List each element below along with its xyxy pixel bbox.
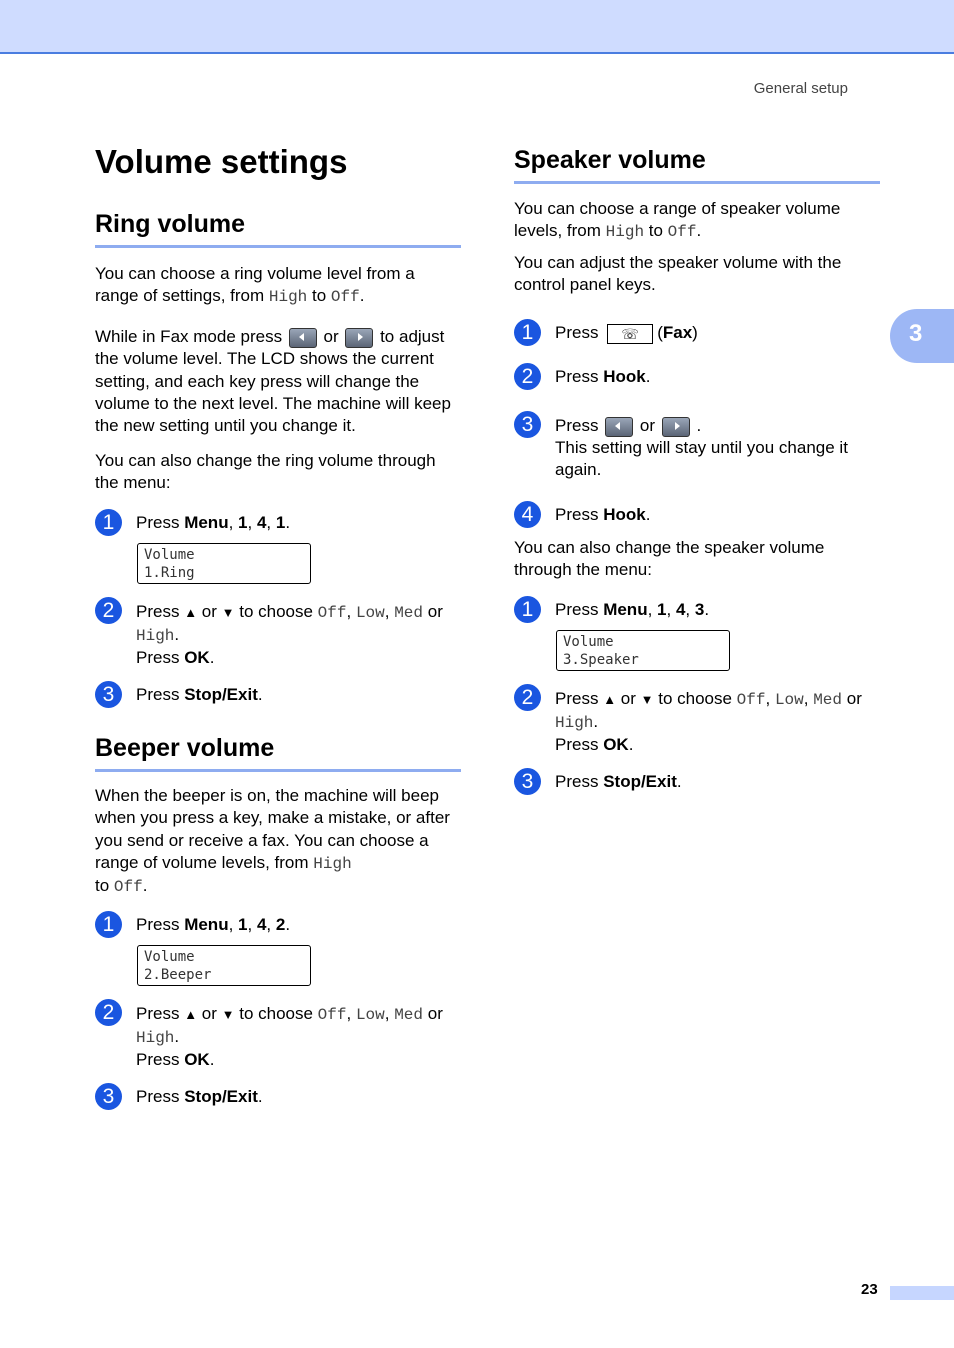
step-text: Press Hook.: [555, 367, 651, 386]
speaker-intro-line1: You can choose a range of speaker volume: [514, 199, 841, 218]
footer-bar: [890, 1286, 954, 1300]
step-number: 1: [514, 596, 541, 623]
step-text: Press or . This setting will stay until you change it again.: [555, 416, 848, 479]
down-arrow-icon: ▼: [221, 605, 235, 620]
step-text: Press ▲ or ▼ to choose Off, Low, Med or High. Press OK.: [136, 602, 443, 667]
step-number: 3: [95, 681, 122, 708]
value-high: High: [268, 288, 308, 307]
step-text: Press Menu, 1, 4, 2.: [136, 915, 291, 934]
step-number: 4: [514, 501, 541, 528]
step-text: Press Menu, 1, 4, 1.: [136, 513, 291, 532]
value-high: High: [605, 223, 645, 242]
step-number: 2: [514, 363, 541, 390]
chapter-number: 3: [909, 320, 923, 347]
value-off: Off: [330, 288, 360, 307]
lcd-line-2: 2.Beeper: [144, 967, 212, 983]
ring-para-rest: the volume level. The LCD shows the current setting, and each key press will change the volume to the next level. The machine will keep the new setting until you change it.: [95, 349, 451, 436]
beeper-intro: When the beeper is on, the machine will beep when you press a key, make a mistake, or after you send or receive a fax. You can choose a range of volume levels, from High to Off.: [95, 786, 450, 897]
step-number: 3: [95, 1083, 122, 1110]
ring-intro-line1: You can choose a ring volume level from a: [95, 264, 415, 283]
step-text: Press ▲ or ▼ to choose Off, Low, Med or High. Press OK.: [555, 689, 862, 754]
text-to: to: [95, 876, 114, 896]
lcd-line-2: 1.Ring: [144, 565, 195, 581]
ring-intro: You can choose a ring volume level from a range of settings, from High to Off.: [95, 264, 415, 307]
beeper-intro-text: When the beeper is on, the machine will beep when you press a key, make a mistake, or after you send or receive a fax. You can choose a range of volume levels, from: [95, 786, 450, 872]
volume-up-key-icon: [345, 328, 373, 348]
lcd-display-ring: [137, 543, 311, 584]
up-arrow-icon: ▲: [603, 692, 617, 707]
volume-up-key-icon: [662, 417, 690, 437]
section-heading-speaker: Speaker volume: [514, 146, 880, 184]
step-number: 1: [514, 319, 541, 346]
step-text: Press Stop/Exit.: [136, 1087, 263, 1106]
text-to: to: [307, 286, 331, 306]
ring-para-start: While in Fax mode press: [95, 327, 287, 346]
lcd-display-beeper: [137, 945, 311, 986]
step-number: 1: [95, 509, 122, 536]
value-off: Off: [667, 223, 697, 242]
step-text: Press Stop/Exit.: [555, 772, 682, 791]
lcd-display-speaker: [556, 630, 730, 671]
ring-menu-para: You can also change the ring volume through the menu:: [95, 451, 436, 493]
step-text: Press Stop/Exit.: [136, 685, 263, 704]
speaker-intro-line2: levels, from: [514, 221, 606, 241]
value-high: High: [313, 854, 352, 873]
step-text: Press Menu, 1, 4, 3.: [555, 600, 710, 619]
chapter-tab: [890, 309, 954, 363]
value-off: Off: [113, 878, 143, 897]
text-or: or: [318, 327, 344, 346]
step-number: 2: [514, 684, 541, 711]
ring-intro-line2: range of settings, from: [95, 286, 269, 306]
up-arrow-icon: ▲: [184, 1007, 198, 1022]
step-number: 3: [514, 768, 541, 795]
running-title: General setup: [753, 80, 848, 97]
fax-key-icon: ☏: [607, 324, 653, 344]
ring-para-adjust: to adjust: [375, 327, 445, 346]
down-arrow-icon: ▼: [640, 692, 654, 707]
down-arrow-icon: ▼: [221, 1007, 235, 1022]
step-number: 1: [95, 911, 122, 938]
step-number: 3: [514, 411, 541, 438]
up-arrow-icon: ▲: [184, 605, 198, 620]
lcd-line-1: Volume: [144, 949, 195, 965]
section-heading-ring: Ring volume: [95, 210, 461, 248]
step-text: Press ☏ (Fax): [555, 323, 698, 342]
speaker-intro: You can choose a range of speaker volume levels, from High to Off.: [514, 199, 841, 242]
speaker-adjust-para: You can adjust the speaker volume with the control panel keys.: [514, 253, 842, 295]
step-number: 2: [95, 999, 122, 1026]
step-number: 2: [95, 597, 122, 624]
step-note: This setting will stay until you change it again.: [555, 438, 848, 479]
lcd-line-1: Volume: [563, 634, 614, 650]
step-text: Press ▲ or ▼ to choose Off, Low, Med or High. Press OK.: [136, 1004, 443, 1069]
lcd-line-1: Volume: [144, 547, 195, 563]
section-heading-beeper: Beeper volume: [95, 734, 461, 772]
page-title: Volume settings: [95, 143, 348, 180]
volume-down-key-icon: [289, 328, 317, 348]
header-band: [0, 0, 954, 54]
ring-fax-mode-para: [95, 326, 461, 437]
text-to: to: [644, 221, 668, 241]
step-text: Press Hook.: [555, 505, 651, 524]
speaker-menu-para: You can also change the speaker volume through the menu:: [514, 538, 825, 580]
volume-down-key-icon: [605, 417, 633, 437]
lcd-line-2: 3.Speaker: [563, 652, 639, 668]
page-number: 23: [861, 1281, 878, 1298]
